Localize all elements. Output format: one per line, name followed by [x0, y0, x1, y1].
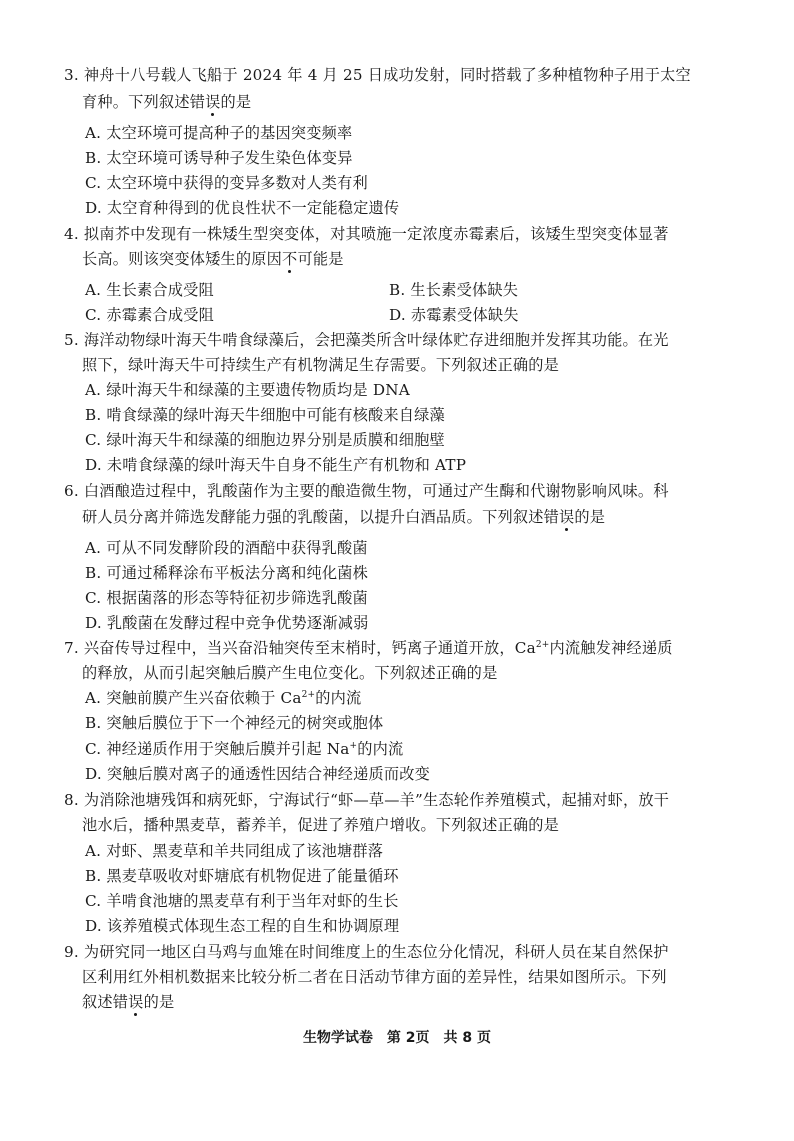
q6-stem-line-1: 6. 白酒酿造过程中，乳酸菌作为主要的酿造微生物，可通过产生酶和代谢物影响风味。科 [64, 482, 669, 500]
q4-stem-line-2: 长高。则该突变体矮生的原因不可能是 [82, 250, 344, 268]
q4-option-d: D. 赤霉素受体缺失 [389, 306, 519, 324]
q7-option-c: C. 神经递质作用于突触后膜并引起 Na+的内流 [85, 740, 404, 758]
q5-option-d: D. 未啃食绿藻的绿叶海天牛自身不能生产有机物和 ATP [85, 456, 467, 474]
q9-stem-line-1: 9. 为研究同一地区白马鸡与血雉在时间维度上的生态位分化情况，科研人员在某自然保护 [64, 943, 669, 961]
q7-option-d: D. 突触后膜对离子的通透性因结合神经递质而改变 [85, 765, 431, 783]
q4-stem-line-1: 4. 拟南芥中发现有一株矮生型突变体，对其喷施一定浓度赤霉素后，该矮生型突变体显著 [64, 225, 669, 243]
q3-option-b: B. 太空环境可诱导种子发生染色体变异 [85, 149, 353, 167]
q8-option-d: D. 该养殖模式体现生态工程的自生和协调原理 [85, 917, 400, 935]
q7-option-b: B. 突触后膜位于下一个神经元的树突或胞体 [85, 714, 384, 732]
q7-option-a: A. 突触前膜产生兴奋依赖于 $Ca^{2+}$的内流 [85, 689, 362, 707]
q7-stem-line-2: 的释放，从而引起突触后膜产生电位变化。下列叙述正确的是 [82, 664, 498, 682]
q3-stem-line-1: 3. 神舟十八号载人飞船于 2024 年 4 月 25 日成功发射，同时搭载了多种植物种子用于太空 [64, 66, 691, 84]
q9-stem-line-3: 叙述错误的是 [82, 993, 175, 1011]
q3-option-d: D. 太空育种得到的优良性状不一定能稳定遗传 [85, 199, 400, 217]
q6-stem-line-2: 研人员分离并筛选发酵能力强的乳酸菌，以提升白酒品质。下列叙述错误的是 [82, 508, 606, 526]
emphasis-dot-mark: 误 [205, 93, 221, 111]
q6-option-d: D. 乳酸菌在发酵过程中竞争优势逐渐减弱 [85, 614, 369, 632]
q6-option-c: C. 根据菌落的形态等特征初步筛选乳酸菌 [85, 589, 368, 607]
q4-option-a: A. 生长素合成受阻 [85, 281, 214, 299]
q9-stem-line-2: 区利用红外相机数据来比较分析二者在日活动节律方面的差异性，结果如图所示。下列 [82, 968, 667, 986]
q5-option-c: C. 绿叶海天牛和绿藻的细胞边界分别是质膜和细胞壁 [85, 431, 445, 449]
q8-option-c: C. 羊啃食池塘的黑麦草有利于当年对虾的生长 [85, 892, 399, 910]
q8-option-b: B. 黑麦草吸收对虾塘底有机物促进了能量循环 [85, 867, 399, 885]
emphasis-dot-mark: 误 [128, 993, 144, 1011]
q5-option-a: A. 绿叶海天牛和绿藻的主要遗传物质均是 DNA [85, 381, 410, 399]
q7-stem-line-1: 7. 兴奋传导过程中，当兴奋沿轴突传至末梢时，钙离子通道开放，$Ca^{2+}$内流触发神经递质 [64, 639, 673, 657]
q8-stem-line-1: 8. 为消除池塘残饵和病死虾，宁海试行“虾—草—羊”生态轮作养殖模式，起捕对虾，放干 [64, 791, 670, 809]
q5-stem-line-2: 照下，绿叶海天牛可持续生产有机物满足生存需要。下列叙述正确的是 [82, 356, 560, 374]
q6-option-a: A. 可从不同发酵阶段的酒醅中获得乳酸菌 [85, 539, 368, 557]
q4-option-b: B. 生长素受体缺失 [389, 281, 519, 299]
q3-option-c: C. 太空环境中获得的变异多数对人类有利 [85, 174, 368, 192]
q4-option-c: C. 赤霉素合成受阻 [85, 306, 215, 324]
q3-option-a: A. 太空环境可提高种子的基因突变频率 [85, 124, 353, 142]
emphasis-dot-mark: 不 [282, 250, 298, 268]
q8-option-a: A. 对虾、黑麦草和羊共同组成了该池塘群落 [85, 842, 384, 860]
emphasis-dot-mark: 误 [559, 508, 575, 526]
q3-stem-line-2: 育种。下列叙述错误的是 [82, 93, 252, 111]
q5-option-b: B. 啃食绿藻的绿叶海天牛细胞中可能有核酸来自绿藻 [85, 406, 445, 424]
page-footer: 生物学试卷 第 2页 共 8 页 [302, 1030, 492, 1046]
q8-stem-line-2: 池水后，播种黑麦草，蓄养羊，促进了养殖户增收。下列叙述正确的是 [82, 816, 560, 834]
q6-option-b: B. 可通过稀释涂布平板法分离和纯化菌株 [85, 564, 369, 582]
q5-stem-line-1: 5. 海洋动物绿叶海天牛啃食绿藻后，会把藻类所含叶绿体贮存进细胞并发挥其功能。在光 [64, 331, 669, 349]
